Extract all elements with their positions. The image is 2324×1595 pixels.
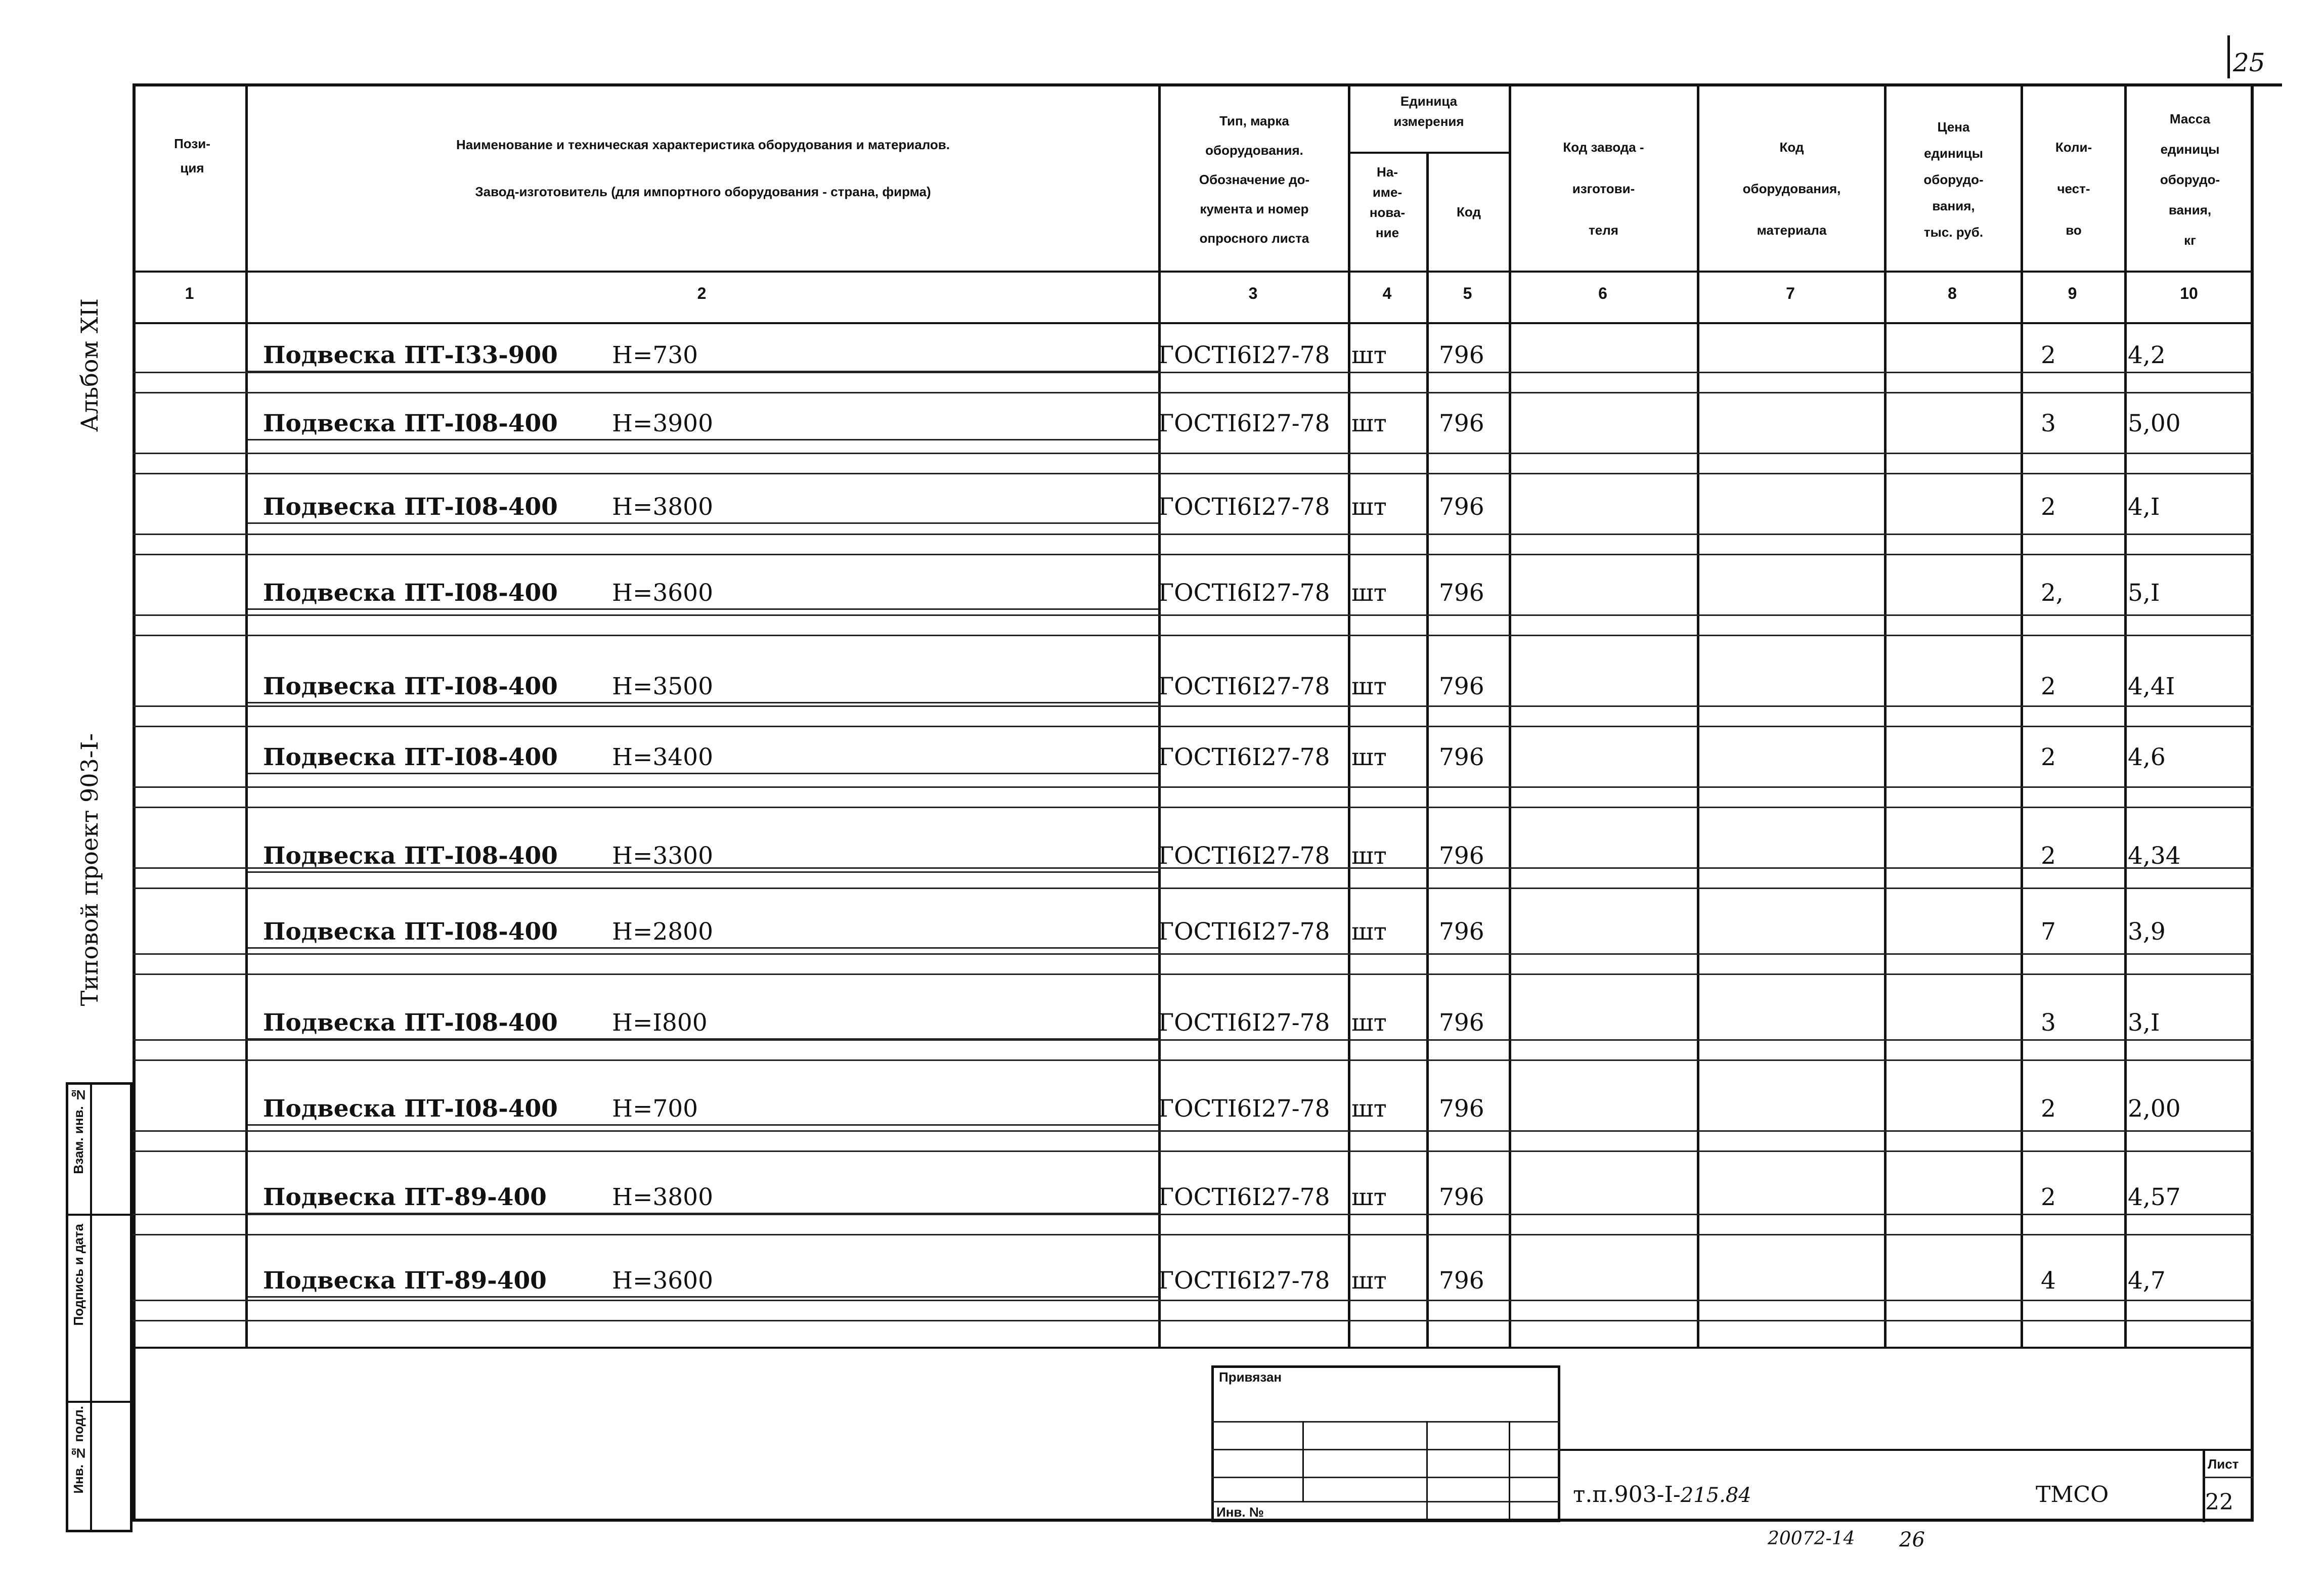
- cell-doc: ГОСТI6I27-78: [1158, 673, 1330, 700]
- cell-code: 796: [1439, 842, 1484, 870]
- cell-qty: 2: [2041, 673, 2056, 700]
- cell-mass: 5,I: [2128, 579, 2160, 607]
- privyazan-line: [1211, 1477, 1560, 1478]
- header-position: Пози- ция: [174, 136, 210, 175]
- inv-no-label: Инв. №: [1216, 1504, 1264, 1520]
- privyazan-vline: [1302, 1421, 1304, 1502]
- cell-code: 796: [1439, 1095, 1484, 1123]
- cell-name: Подвеска ПТ-I08-400: [263, 1095, 558, 1123]
- privyazan-vline: [1426, 1421, 1428, 1522]
- cell-h: Н=3400: [612, 743, 713, 771]
- row-separator: [133, 554, 2254, 555]
- col-divider: [1697, 83, 1699, 1348]
- cell-name: Подвеска ПТ-I08-400: [263, 1009, 558, 1037]
- cell-doc: ГОСТI6I27-78: [1158, 743, 1330, 771]
- cell-code: 796: [1439, 493, 1484, 521]
- cell-doc: ГОСТI6I27-78: [1158, 1009, 1330, 1037]
- cell-doc: ГОСТI6I27-78: [1158, 410, 1330, 437]
- cell-qty: 3: [2041, 410, 2056, 437]
- cell-h: Н=3600: [612, 579, 713, 607]
- cell-name: Подвеска ПТ-I33-900: [263, 341, 558, 369]
- sheet-label: Лист: [2208, 1456, 2239, 1472]
- cell-mass: 4,57: [2128, 1183, 2181, 1211]
- stamp-sign-date: Подпись и дата: [71, 1224, 86, 1326]
- row-separator: [133, 534, 2254, 535]
- cell-name: Подвеска ПТ-89-400: [263, 1267, 547, 1295]
- cell-unit: шт: [1351, 1183, 1387, 1211]
- cell-code: 796: [1439, 1009, 1484, 1037]
- row-separator: [133, 1130, 2254, 1132]
- cell-unit: шт: [1351, 410, 1387, 437]
- row-separator: [133, 1150, 2254, 1152]
- name-underline: [248, 1124, 1158, 1126]
- cell-h: Н=3500: [612, 673, 713, 700]
- privyazan-vline: [1509, 1421, 1510, 1522]
- cell-h: Н=3600: [612, 1267, 713, 1295]
- row-separator: [133, 1300, 2254, 1301]
- cell-mass: 5,00: [2128, 410, 2181, 437]
- cell-name: Подвеска ПТ-I08-400: [263, 842, 558, 870]
- cell-qty: 7: [2041, 918, 2056, 946]
- header-unit: Единица измерения: [1393, 94, 1464, 129]
- name-underline: [248, 1038, 1158, 1040]
- name-underline: [248, 371, 1158, 372]
- cell-doc: ГОСТI6I27-78: [1158, 1267, 1330, 1295]
- cell-doc: ГОСТI6I27-78: [1158, 493, 1330, 521]
- project-label: Типовой проект 903-I-: [76, 733, 103, 1006]
- cell-code: 796: [1439, 410, 1484, 437]
- cell-unit: шт: [1351, 673, 1387, 700]
- col-number: 6: [1598, 284, 1607, 302]
- row-separator: [133, 888, 2254, 889]
- header-price: Цена единицы оборудо- вания, тыс. руб.: [1923, 119, 1984, 240]
- name-underline: [248, 947, 1158, 949]
- cell-h: Н=I800: [612, 1009, 708, 1037]
- row-separator: [133, 453, 2254, 454]
- col-divider: [1884, 83, 1887, 1348]
- row-separator: [133, 614, 2254, 616]
- privyazan-line: [1211, 1501, 1560, 1502]
- cell-qty: 2: [2041, 493, 2056, 521]
- header-unit-divider: [1348, 152, 1510, 154]
- cell-code: 796: [1439, 341, 1484, 369]
- row-separator: [133, 1059, 2254, 1061]
- cell-unit: шт: [1351, 1267, 1387, 1295]
- cell-h: Н=3800: [612, 1183, 713, 1211]
- doc-mark: ТМСО: [2036, 1482, 2109, 1508]
- cell-code: 796: [1439, 1267, 1484, 1295]
- privyazan-line: [1211, 1449, 1560, 1450]
- name-underline: [248, 608, 1158, 610]
- header-mass: Масса единицы оборудо- вания, кг: [2160, 111, 2220, 248]
- page-number: 25: [2233, 48, 2265, 77]
- name-underline: [248, 702, 1158, 703]
- cell-name: Подвеска ПТ-I08-400: [263, 410, 558, 437]
- col-divider: [245, 83, 248, 1348]
- cell-code: 796: [1439, 673, 1484, 700]
- colnum-bottom-line: [133, 322, 2254, 324]
- privyazan-line: [1211, 1421, 1560, 1423]
- header-factory-code: Код завода - изготови- теля: [1563, 140, 1644, 238]
- header-name-line1: Наименование и техническая характеристика оборудования и материалов.: [456, 137, 950, 152]
- title-line: [1560, 1449, 2254, 1451]
- cell-mass: 4,2: [2128, 341, 2166, 369]
- cell-unit: шт: [1351, 341, 1387, 369]
- header-quantity: Коли- чест- во: [2055, 140, 2092, 238]
- privyazan-label: Привязан: [1219, 1369, 1282, 1385]
- col-divider: [1158, 83, 1161, 1348]
- row-separator: [133, 726, 2254, 727]
- col-number: 3: [1248, 284, 1258, 302]
- cell-qty: 2,: [2041, 579, 2064, 607]
- row-separator: [133, 392, 2254, 393]
- row-separator: [133, 1320, 2254, 1321]
- row-separator: [133, 473, 2254, 474]
- cell-unit: шт: [1351, 918, 1387, 946]
- cell-qty: 4: [2041, 1267, 2056, 1295]
- name-underline: [248, 439, 1158, 440]
- cell-qty: 2: [2041, 1183, 2056, 1211]
- cell-mass: 3,9: [2128, 918, 2166, 946]
- row-separator: [133, 973, 2254, 975]
- col-divider: [2021, 83, 2023, 1348]
- cell-code: 796: [1439, 1183, 1484, 1211]
- cell-unit: шт: [1351, 1009, 1387, 1037]
- col-divider: [2124, 83, 2127, 1348]
- sheet-number: 22: [2205, 1489, 2233, 1515]
- col-number: 1: [185, 284, 194, 302]
- name-underline: [248, 522, 1158, 524]
- cell-mass: 4,4I: [2128, 673, 2175, 700]
- cell-name: Подвеска ПТ-I08-400: [263, 579, 558, 607]
- cell-name: Подвеска ПТ-I08-400: [263, 673, 558, 700]
- cell-mass: 4,7: [2128, 1267, 2166, 1295]
- cell-doc: ГОСТI6I27-78: [1158, 1183, 1330, 1211]
- cell-h: Н=730: [612, 341, 698, 369]
- row-separator: [133, 1234, 2254, 1235]
- cell-name: Подвеска ПТ-89-400: [263, 1183, 547, 1211]
- row-separator: [133, 635, 2254, 636]
- header-name-line2: Завод-изготовитель (для импортного оборудования - страна, фирма): [475, 184, 931, 199]
- cell-h: Н=3900: [612, 410, 713, 437]
- table-bottom-line: [133, 1347, 2254, 1349]
- col-number: 8: [1948, 284, 1957, 302]
- cell-mass: 4,34: [2128, 842, 2181, 870]
- col-number: 7: [1786, 284, 1795, 302]
- header-equipment-code: Код оборудования, материала: [1742, 140, 1841, 238]
- cell-code: 796: [1439, 579, 1484, 607]
- album-label: Альбом XII: [76, 298, 103, 432]
- page-number-bar: [2227, 35, 2230, 78]
- cell-mass: 4,I: [2128, 493, 2160, 521]
- cell-doc: ГОСТI6I27-78: [1158, 1095, 1330, 1123]
- col-divider: [1348, 83, 1350, 1348]
- cell-unit: шт: [1351, 1095, 1387, 1123]
- stamp-inv-sub: Инв. № подл.: [71, 1406, 86, 1494]
- order-number: 20072-14: [1768, 1528, 1855, 1549]
- bottom-page: 26: [1899, 1528, 1925, 1552]
- col-divider: [1509, 83, 1511, 1348]
- cell-qty: 2: [2041, 1095, 2056, 1123]
- name-underline: [248, 1296, 1158, 1298]
- cell-name: Подвеска ПТ-I08-400: [263, 918, 558, 946]
- stamp-instead: Взам. инв. №: [71, 1087, 86, 1174]
- cell-doc: ГОСТI6I27-78: [1158, 842, 1330, 870]
- col-number: 5: [1463, 284, 1472, 302]
- cell-mass: 4,6: [2128, 743, 2166, 771]
- cell-mass: 3,I: [2128, 1009, 2160, 1037]
- cell-doc: ГОСТI6I27-78: [1158, 341, 1330, 369]
- cell-code: 796: [1439, 743, 1484, 771]
- cell-name: Подвеска ПТ-I08-400: [263, 493, 558, 521]
- row-separator: [133, 705, 2254, 707]
- sheet-line: [2203, 1477, 2253, 1478]
- cell-qty: 2: [2041, 743, 2056, 771]
- cell-qty: 2: [2041, 842, 2056, 870]
- cell-doc: ГОСТI6I27-78: [1158, 579, 1330, 607]
- col-number: 4: [1382, 284, 1392, 302]
- stamp-divider: [66, 1401, 133, 1403]
- row-separator: [133, 953, 2254, 955]
- cell-qty: 2: [2041, 341, 2056, 369]
- cell-code: 796: [1439, 918, 1484, 946]
- cell-doc: ГОСТI6I27-78: [1158, 918, 1330, 946]
- cell-name: Подвеска ПТ-I08-400: [263, 743, 558, 771]
- cell-unit: шт: [1351, 579, 1387, 607]
- col-number: 9: [2068, 284, 2077, 302]
- cell-h: Н=3800: [612, 493, 713, 521]
- row-separator: [133, 786, 2254, 788]
- cell-qty: 3: [2041, 1009, 2056, 1037]
- privyazan-box: [1211, 1365, 1560, 1522]
- stamp-divider: [66, 1214, 133, 1216]
- cell-unit: шт: [1351, 493, 1387, 521]
- cell-h: Н=700: [612, 1095, 698, 1123]
- col-divider: [1426, 152, 1429, 1348]
- header-bottom-line: [133, 271, 2254, 273]
- cell-unit: шт: [1351, 743, 1387, 771]
- name-underline: [248, 1213, 1158, 1214]
- cell-mass: 2,00: [2128, 1095, 2181, 1123]
- header-unit-name: На- име- нова- ние: [1369, 164, 1406, 240]
- cell-h: Н=2800: [612, 918, 713, 946]
- cell-h: Н=3300: [612, 842, 713, 870]
- col-number: 2: [697, 284, 707, 302]
- name-underline: [248, 871, 1158, 873]
- cell-unit: шт: [1351, 842, 1387, 870]
- row-separator: [133, 807, 2254, 808]
- doc-code: т.п.903-I-215.84: [1573, 1482, 1751, 1508]
- header-type: Тип, марка оборудования. Обозначение до- кумента и номер опросного листа: [1199, 113, 1310, 246]
- col-number: 10: [2180, 284, 2198, 302]
- name-underline: [248, 773, 1158, 774]
- header-unit-code: Код: [1457, 204, 1481, 219]
